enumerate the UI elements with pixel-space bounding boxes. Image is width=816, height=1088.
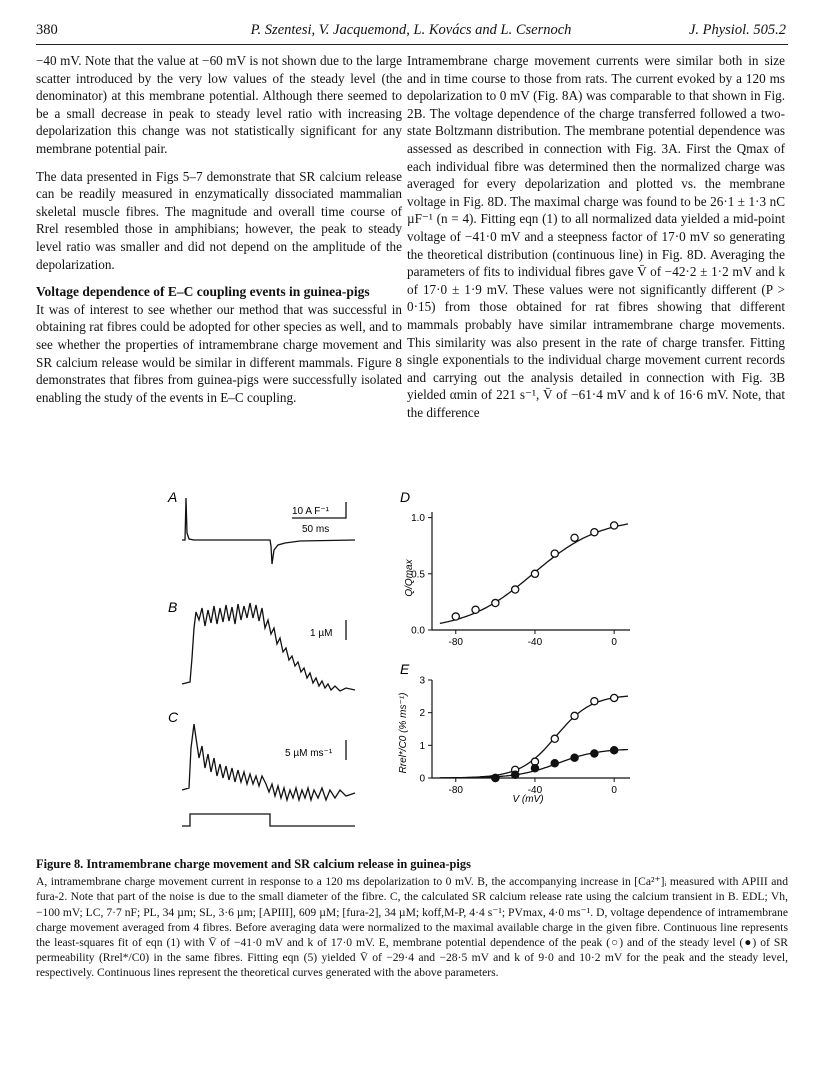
scale-c: 5 µM ms⁻¹ (285, 748, 333, 759)
steady-point (551, 760, 558, 767)
scale-b: 1 µM (310, 628, 333, 639)
peak-point (591, 698, 598, 705)
y-tick-label: 0.5 (411, 569, 425, 581)
scale-a-time: 50 ms (302, 524, 330, 535)
x-tick-label: -80 (448, 785, 463, 796)
y-tick-label: 3 (419, 675, 425, 687)
y-tick-label: 0.0 (411, 625, 425, 637)
axis-frame (432, 680, 630, 778)
journal-ref: J. Physiol. 505.2 (688, 22, 786, 38)
peak-point (591, 529, 598, 536)
paragraph: It was of interest to see whether our method that was successful in obtaining rat fibres could be adopted for other species as well, and to see whether the properties of intramembrane charge movement and SR calcium release would be similar in different mammals. Figure 8 demonstrates that fibres from guinea-pigs were successfully isolated enabling the study of the events in E–C coupling. (36, 301, 402, 405)
caption-title: Figure 8. Intramembrane charge movement and SR calcium release in guinea-pigs (36, 857, 471, 871)
steady-point (492, 774, 499, 781)
panel-label-e: E (400, 661, 410, 677)
section-heading: Voltage dependence of E–C coupling events in guinea-pigs (36, 284, 370, 300)
caption-text: A, intramembrane charge movement current in response to a 120 ms depolarization to 0 mV. B, the accompanying increase in [Ca²⁺]ᵢ measured with APIII and fura-2. Note that part of the noise is due to the small diameter of the fibre. C, the calculated SR calcium release rate using the calcium transient in B. EDL; Vh, −100 mV; LC, 7·7 nF; PL, 34 µm; SL, 3·6 µm; [APIII], 609 µM; [fura-2], 34 µM; koff,M-P, 4·4 s⁻¹; PVmax, 4·0 ms⁻¹. D, voltage dependence of intramembrane charge movement averaged from 4 fibres. Before averaging data were normalized to the maximal available charge in the given fibre. Continuous line represents the least-squares fit of eqn (1) with V̄ of −41·0 mV and k of 17·0 mV. E, membrane potential dependence of the peak (○) and of the steady level (●) of SR permeability (Rrel*/C0) in the same fibres. Fitting eqn (5) yielded V̄ of −29·4 and −28·5 mV and k of 9·0 and 10·2 mV for the peak and the steady level, respectively. Continuous lines represent the theoretical curves generated with the above parameters. (36, 875, 788, 980)
paragraph: −40 mV. Note that the value at −60 mV is not shown due to the large scatter introduced by the very low values of the steady level (the denominator) at this membrane potential. Although there seemed to be a small decrease in peak to steady level ratio with increasing depolarization this change was not statistically significant for any membrane potential pair. (36, 53, 402, 156)
figure-8 (150, 488, 670, 843)
x-tick-label: 0 (611, 785, 617, 796)
steady-point (611, 747, 618, 754)
peak-point (571, 534, 578, 541)
y-tick-label: 1 (419, 740, 425, 752)
x-tick-label: 0 (611, 637, 617, 648)
y-tick-label: 2 (419, 708, 425, 720)
x-tick-label: -80 (448, 637, 463, 648)
peak-point (531, 570, 538, 577)
panel-d-axes (411, 512, 630, 648)
page-number: 380 (36, 22, 58, 38)
figure-caption (36, 857, 788, 981)
e-ylabel: Rrel*/C0 (% ms⁻¹) (398, 692, 409, 774)
trace-c-release (182, 724, 355, 800)
scale-a-current: 10 A F⁻¹ (292, 506, 329, 517)
figure-svg (150, 488, 670, 843)
peak-point (571, 712, 578, 719)
stimulus-pulse (182, 814, 355, 826)
peak-point (492, 599, 499, 606)
steady-point (531, 765, 538, 772)
panel-label-c: C (168, 709, 179, 725)
paragraph: The data presented in Figs 5–7 demonstrate that SR calcium release can be readily measured in enzymatically dissociated mammalian skeletal muscle fibres. The magnitude and overall time course of Rrel resembled those in amphibians; however, the peak to steady level ratio was smaller and did not depend on the amplitude of the depolarization. (36, 168, 402, 272)
running-title: P. Szentesi, V. Jacquemond, L. Kovács and L. Csernoch (250, 22, 572, 38)
d-ylabel: Q/Qmax (404, 559, 415, 597)
peak-point (452, 613, 459, 620)
panel-label-d: D (400, 489, 411, 505)
x-tick-label: -40 (527, 637, 543, 648)
header-rule (36, 44, 788, 45)
x-tick-label: -40 (527, 785, 543, 796)
steady-point (591, 750, 598, 757)
peak-point (611, 522, 618, 529)
panel-label-b: B (168, 599, 178, 615)
steady-point (512, 771, 519, 778)
page-header (36, 22, 786, 44)
steady-point (571, 754, 578, 761)
y-tick-label: 1.0 (411, 513, 425, 525)
peak-point (551, 550, 558, 557)
axis-frame (432, 512, 630, 630)
peak-point (551, 735, 558, 742)
left-column (36, 52, 402, 416)
panel-e-axes (419, 676, 630, 797)
peak-point (611, 694, 618, 701)
trace-b-calcium (182, 603, 355, 691)
right-column (407, 52, 785, 431)
peak-point (512, 586, 519, 593)
e-xlabel: V (mV) (512, 794, 544, 805)
paragraph: Intramembrane charge movement currents were similar both in size and in time course to those from rats. The current evoked by a 120 ms depolarization to 0 mV (Fig. 8A) was comparable to that shown in Fig. 2B. The voltage dependence of the charge transferred followed a two-state Boltzmann distribution. The membrane potential dependence was assessed as described in connection with Fig. 3A. First the Qmax of each individual fibre was determined then the normalized charge was averaged for every depolarization and plotted vs. the membrane voltage in Fig. 8D. The maximal charge was found to be 26·1 ± 1·3 nC µF⁻¹ (n = 4). Fitting eqn (1) to all normalized data yielded a mid-point voltage of −41·0 mV and a steepness factor of 17·0 mV so generating the theoretical distribution (continuous line) in Fig. 8D. Averaging the parameters of fits to individual fibres gave V̄ of −42·2 ± 1·2 mV and k of 17·0 ± 1·9 mV. These values were not significantly different (P > 0·15) from those obtained for rat fibres showing that different mammals probably have similar intramembrane charge movements. This similarity was also present in the rate of charge transfer. Fitting single exponentials to the individual charge movement current records and carrying out the analysis detailed in connection with Fig. 3B yielded αmin of 221 s⁻¹, V̄ of −61·4 mV and k of 16·6 mV. Note, that the difference (407, 53, 785, 420)
y-tick-label: 0 (419, 773, 425, 785)
panel-label-a: A (168, 489, 178, 505)
peak-point (472, 606, 479, 613)
